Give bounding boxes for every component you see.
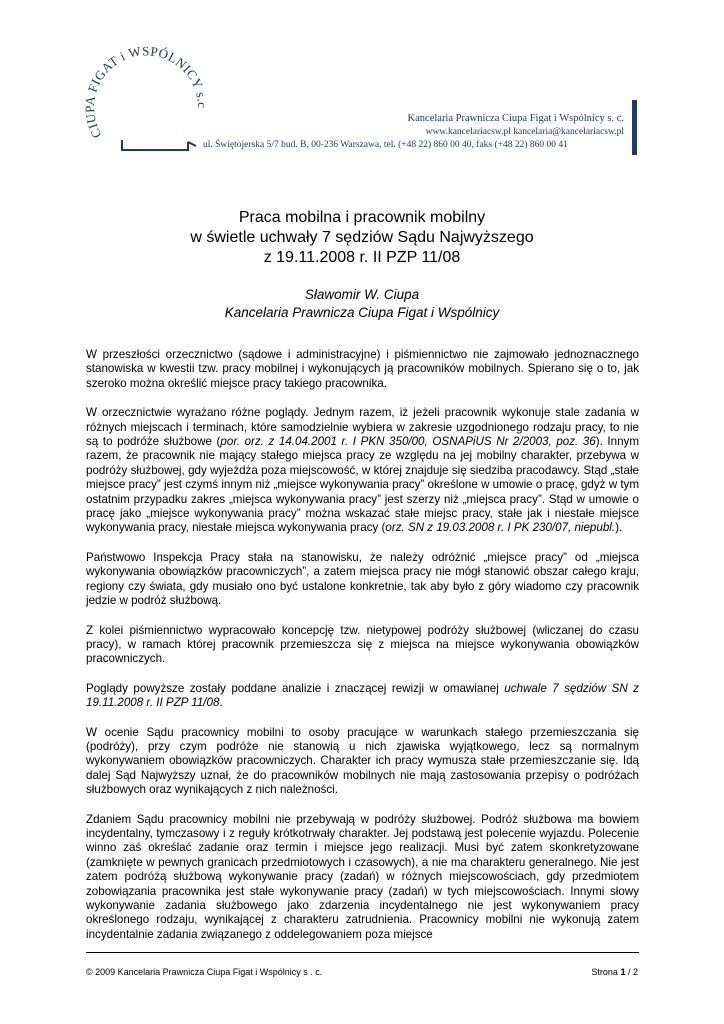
citation-1: por. orz. z 14.04.2001 r. I PKN 350/00, OSNAPiUS Nr 2/2003, poz. 36 — [220, 435, 596, 449]
paragraph-1: W przeszłości orzecznictwo (sądowe i administracyjne) i piśmiennictwo nie zajmowało jednoznacznego stanowiska w kwestii tzw. pracy mobilnej i wykonujących ją pracowników mobilnych. Spierano się o to, jak szeroko można określić miejsce pracy takiego pracownika. — [86, 348, 639, 390]
title-line-3: z 19.11.2008 r. II PZP 11/08 — [263, 249, 461, 266]
footer-divider — [86, 952, 639, 953]
paragraph-5-text-b: . — [219, 696, 223, 710]
firm-name: Kancelaria Prawnicza Ciupa Figat i Wspólnicy s. c. — [407, 113, 624, 124]
paragraph-2-text-b: ). Innym razem, że pracownik nie mający stałego miejsca pracy ze względu na jej mobilny charakter, przebywa w podróży służbowej, gdy wyjeżdża poza miejscowość, w której znajduje się siedziba pracodawcy. Stąd „stałe miejsce pracy” jest czymś innym niż „miejsce wykonywania pracy” określone w umowie o pracę, gdyż w tym ostatnim przypadku zakres „miejsca wykonywania pracy” jest szerzy niż „miejsca pracy”. Stąd w umowie o pracę jako „miejsce wykonywania pracy” można wskazać stałe miejsc pracy, stałe jak i niestałe miejsce wykonywania pracy, niestałe miejsca wykonywania pracy ( — [86, 435, 640, 535]
citation-resolution: uchwale 7 sędziów SN z 19.11.2008 r. II PZP 11/08 — [86, 681, 639, 710]
author-block — [0, 286, 724, 322]
firm-info — [408, 112, 624, 139]
title-line-2: w świetle uchwały 7 sędziów Sądu Najwyższego — [190, 229, 534, 246]
document-body — [86, 348, 639, 942]
firm-logo — [70, 40, 220, 160]
paragraph-2-text-a: W orzecznictwie wyrażano różne poglądy. Jednym razem, iż jeżeli pracownik wykonuje stale zadania w różnych miejscach i terminach, które samodzielnie wybiera w zakresie uzgodnionego rodzaju pracy, to nie są to podróże służbowe ( — [86, 406, 639, 449]
letterhead-accent-bar — [632, 100, 637, 155]
author-name: Sławomir W. Ciupa — [304, 287, 420, 302]
paragraph-5 — [86, 682, 639, 711]
author-firm: Kancelaria Prawnicza Ciupa Figat i Wspólnicy — [224, 305, 500, 320]
paragraph-7: Zdaniem Sądu pracownicy mobilni nie przebywają w podróży służbowej. Podróż służbowa ma bowiem incydentalny, tymczasowy i z reguły krótkotrwały charakter. Jej podstawą jest polecenie wyjazdu. Polecenie winno zaś określać zadanie oraz termin i miejsce jego realizacji. Musi być zatem skonkretyzowane (zamknięte w pewnych granicach przedmiotowych i czasowych), a nie ma charakteru generalnego. Nie jest zatem podróżą służbową wykonywanie pracy (zadań) w różnych miejscowościach, gdy przedmiotem zobowiązania pracownika jest stałe wykonywanie pracy (zadań) w tych miejscowościach. Innymi słowy wykonywanie zadania służbowego jako zdarzenia incydentalnego nie jest wykonywaniem pracy określonego rodzaju, wynikającej z charakteru zatrudnienia. Pracownicy mobilni nie wykonują zatem incydentalnie zadania związanego z oddelegowaniem poza miejsce — [86, 812, 639, 941]
page-separator: / — [625, 967, 633, 977]
paragraph-6: W ocenie Sądu pracownicy mobilni to osoby pracujące w warunkach stałego przemieszczania się (podróży), przy czym podróże nie stanowią u nich zjawiska wyjątkowego, lecz są normalnym wykonywaniem obowiązków pracowniczych. Charakter ich pracy wymusza stałe przemieszczanie się. Idą dalej Sąd Najwyższy uznał, że do pracowników mobilnych nie mają zastosowania przepisy o podróżach służbowych oraz wynikających z nich należności. — [86, 725, 639, 797]
paragraph-3: Państwowo Inspekcja Pracy stała na stanowisku, że należy odróżnić „miejsce pracy” od „miejsca wykonywania obowiązków pracowniczych”, a zatem miejsca pracy nie mógł stanowić obszar całego kraju, regiony czy świata, gdy musiało ono być ustalone konkretnie, tak aby było z góry wiadomo czy pracownik jedzie w podróż służbową. — [86, 550, 639, 608]
paragraph-2 — [86, 406, 639, 536]
page-current: 1 — [620, 967, 626, 977]
citation-2: orz. SN z 19.03.2008 r. I PK 230/07, niepubl. — [385, 521, 616, 535]
page-total: 2 — [632, 967, 638, 977]
svg-text:CIUPA FIGAT i WSPÓLNICY s.c.: CIUPA FIGAT i WSPÓLNICY s.c — [81, 43, 211, 141]
firm-website-email: www.kancelariacsw.pl kancelaria@kancelariacsw.pl — [425, 127, 624, 137]
footer-page-number — [591, 967, 638, 977]
paragraph-2-text-c: ). — [615, 521, 623, 535]
page-label: Strona — [591, 967, 621, 977]
title-line-1: Praca mobilna i pracownik mobilny — [238, 209, 486, 226]
document-title — [0, 208, 724, 268]
footer-copyright: © 2009 Kancelaria Prawnicza Ciupa Figat i Wspólnicy s . c. — [86, 967, 323, 977]
paragraph-4: Z kolei piśmiennictwo wypracowało koncepcję tzw. nietypowej podróży służbowej (wliczanej do czasu pracy), w ramach której pracownik przemieszcza się z miejsca na miejsce wykonywania obowiązków pracowniczych. — [86, 623, 639, 666]
paragraph-5-text-a: Poglądy powyższe zostały poddane analizie i znaczącej rewizji w omawianej — [86, 681, 505, 695]
firm-address: ul. Świętojerska 5/7 bud. B, 00-236 Warszawa, tel. (+48 22) 860 00 40, faks (+48 22) 860 00 41 — [203, 140, 568, 150]
